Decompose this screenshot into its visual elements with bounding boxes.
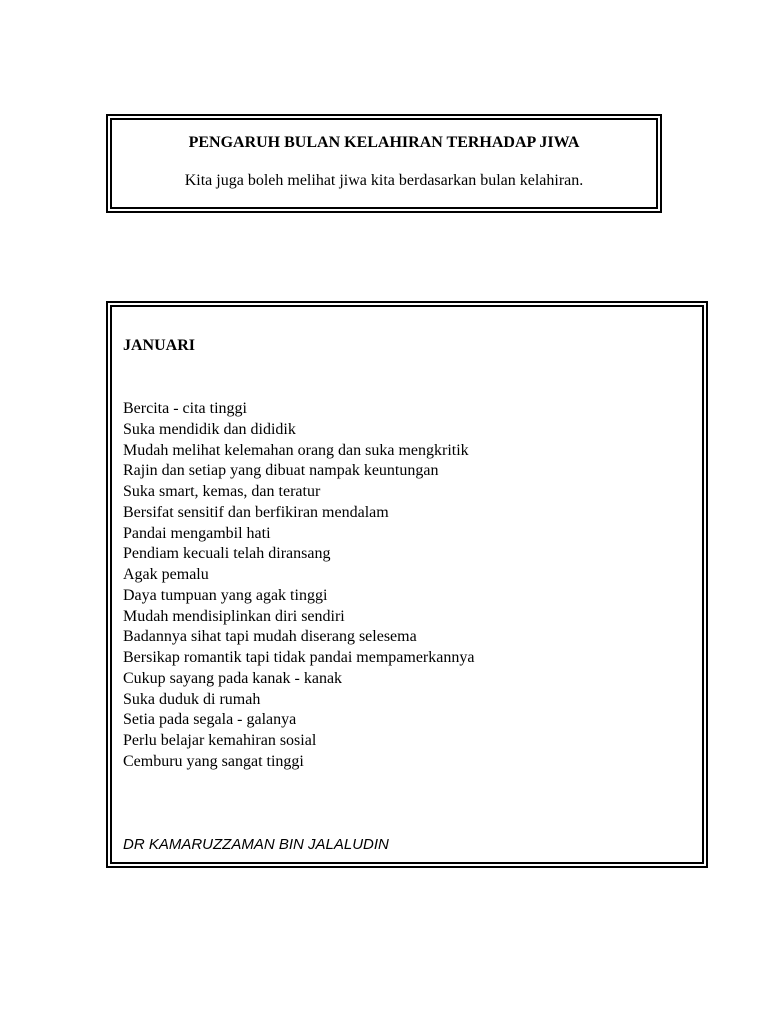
list-item: Setia pada segala - galanya xyxy=(123,711,297,729)
list-item: Agak pemalu xyxy=(123,566,209,583)
list-item: Pandai mengambil hati xyxy=(123,524,271,542)
header-box xyxy=(106,114,662,213)
list-item: Mudah mendisiplinkan diri sendiri xyxy=(123,607,345,625)
list-item: Perlu belajar kemahiran sosial xyxy=(123,732,317,749)
list-item: Suka mendidik dan dididik xyxy=(123,420,296,438)
list-item: Bersifat sensitif dan berfikiran mendalam xyxy=(123,503,389,521)
list-item: Mudah melihat kelemahan orang dan suka mengkritik xyxy=(123,441,469,459)
list-item: Bersikap romantik tapi tidak pandai mempamerkannya xyxy=(123,649,475,666)
list-item: Pendiam kecuali telah diransang xyxy=(123,545,331,563)
list-item: Rajin dan setiap yang dibuat nampak keuntungan xyxy=(123,462,439,480)
list-item: Suka smart, kemas, dan teratur xyxy=(123,483,321,500)
page-title: PENGARUH BULAN KELAHIRAN TERHADAP JIWA xyxy=(188,134,580,151)
list-item: Cukup sayang pada kanak - kanak xyxy=(123,669,343,687)
page-subtitle: Kita juga boleh melihat jiwa kita berdasarkan bulan kelahiran. xyxy=(184,172,584,189)
list-item: Bercita - cita tinggi xyxy=(123,400,247,417)
list-item: Badannya sihat tapi mudah diserang selesema xyxy=(123,628,417,646)
list-item: Daya tumpuan yang agak tinggi xyxy=(123,586,328,604)
author-signature: DR KAMARUZZAMAN BIN JALALUDIN xyxy=(123,836,389,853)
list-item: Cemburu yang sangat tinggi xyxy=(123,752,304,770)
traits-list xyxy=(123,399,474,773)
month-heading: JANUARI xyxy=(123,337,195,354)
content-box xyxy=(106,301,708,868)
list-item: Suka duduk di rumah xyxy=(123,690,261,708)
